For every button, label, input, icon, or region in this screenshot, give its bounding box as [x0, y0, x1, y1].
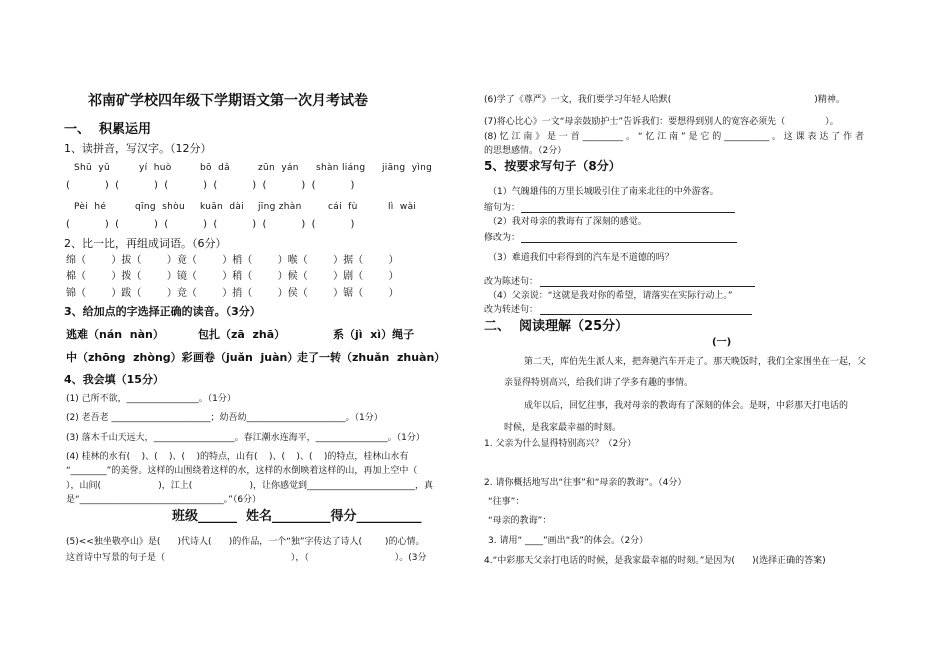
question-2-heading: 2、比一比，再组成词语。（6分）	[64, 237, 227, 250]
student-info-line: 班级______ 姓名_________得分__________	[172, 509, 422, 524]
sentence-4-answer-label: 改为转述句：	[484, 305, 539, 315]
pinyin-item: qīng shòu	[135, 202, 185, 212]
pinyin-item: yí huò	[139, 163, 172, 173]
answer-brackets-row-2: ( ) ( ) ( ) ( ) ( ) ( )	[66, 219, 355, 230]
fill-item-1: (1) 己所不欲，________________。（1分）	[66, 394, 236, 404]
pronunciation-item: 走了一转（zhuǎn zhuàn）	[297, 351, 446, 364]
pinyin-item: kuān dài	[200, 202, 245, 212]
fill-item-4-line-4: 是“________________________________。”（6分）	[66, 495, 262, 505]
answer-line[interactable]	[521, 242, 737, 243]
reading-question-2-part-a: “往事”：	[488, 497, 525, 507]
fill-item-4-line-3: ），山间( )，江上( )，让你感觉到________________________，真	[66, 481, 433, 491]
fill-item-8-line-2: 的思想感情。（2分）	[484, 146, 567, 156]
question-4-heading: 4、我会填（15分）	[64, 373, 164, 386]
answer-line[interactable]	[540, 286, 755, 287]
sentence-1: （1）气魄雄伟的万里长城吸引住了南来北往的中外游客。	[488, 187, 719, 197]
pinyin-item: Shū yǔ	[74, 163, 110, 173]
fill-item-7: (7)将心比心》一文“母亲鼓励护士”告诉我们：要想得到别人的宽容必须先（ ）。	[484, 117, 839, 127]
sentence-2: （2）我对母亲的教诲有了深刻的感觉。	[488, 217, 647, 227]
passage-paragraph-2-line-2: 时候，是我家最幸福的时刻。	[504, 423, 622, 433]
reading-question-2: 2. 请你概括地写出“往事”和“母亲的教诲”。（4分）	[484, 478, 687, 488]
pinyin-item: jīng zhàn	[258, 202, 302, 212]
pinyin-item: zūn yán	[258, 163, 299, 173]
fill-item-6: (6)学了《尊严》一文，我们要学习年轻人哈默( )精神。	[484, 95, 845, 105]
fill-item-2: (2) 老吾老 ______________________；幼吾幼______________________。（1分）	[66, 413, 383, 423]
passage-paragraph-1-line-1: 第二天，库伯先生派人来，把奔驰汽车开走了。那天晚饭时，我们全家围坐在一起，父	[524, 357, 867, 367]
pinyin-item: lì wài	[388, 202, 417, 212]
section-heading-accumulation: 一、 积累运用	[64, 122, 152, 137]
pinyin-item: Pèi hé	[74, 202, 107, 212]
exam-title: 祁南矿学校四年级下学期语文第一次月考试卷	[88, 93, 368, 109]
pinyin-item: jiāng yìng	[382, 163, 433, 173]
pronunciation-item: 包扎（zā zhā）	[198, 328, 286, 341]
pronunciation-item: 画卷（juǎn juàn）	[193, 351, 299, 364]
pronunciation-item: 系（jì xì）绳子	[333, 328, 415, 341]
passage-paragraph-2-line-1: 成年以后，回忆往事，我对母亲的教诲有了深刻的体会。是呀，中彩那天打电话的	[524, 401, 849, 411]
question-1-heading: 1、读拼音，写汉字。（12分）	[64, 142, 212, 155]
fill-item-5-line-2: 这首诗中写景的句子是（ ），（ ）。(3分	[66, 553, 427, 563]
fill-item-5-line-1: (5)<<独坐敬亭山》是( )代诗人( )的作品，一个“独”字传达了诗人( )的心情。	[66, 537, 425, 547]
compare-row-1: 绵（ ）拔（ ）竟（ ）梢（ ）喉（ ）据（ ）	[66, 255, 399, 266]
compare-row-3: 锦（ ）跋（ ）竞（ ）捎（ ）侯（ ）锯（ ）	[66, 288, 399, 299]
passage-paragraph-1-line-2: 亲显得特别高兴，给我们讲了学多有趣的事情。	[504, 378, 694, 388]
fill-item-3: (3) 落木千山天远大，__________________。春江潮水连海平，________________。（1分）	[66, 433, 425, 443]
fill-item-4-line-2: “________”的美誉。这样的山围绕着这样的水，这样的水倒映着这样的山，再加上空中（	[66, 466, 418, 476]
fill-item-8-line-1: (8) 忆 江 南 》 是 一 首 _________ 。 “ 忆 江 南 ” 是 它 的 __________ 。 这 课 表 达 了 作 者	[484, 132, 864, 142]
reading-part-label: (一)	[712, 337, 732, 348]
reading-question-1: 1. 父亲为什么显得特别高兴？（2分）	[484, 439, 637, 449]
question-5-heading: 5、按要求写句子（8分）	[484, 159, 621, 173]
pronunciation-item: 中（zhōng zhòng）彩	[66, 351, 193, 364]
question-3-heading: 3、给加点的字选择正确的读音。（3分）	[64, 305, 261, 318]
sentence-3: （3）难道我们中彩得到的汽车是不道德的吗？	[488, 253, 674, 263]
compare-row-2: 棉（ ）拨（ ）镜（ ）稍（ ）候（ ）剧（ ）	[66, 271, 399, 282]
answer-line[interactable]	[521, 212, 735, 213]
pinyin-item: shàn liáng	[316, 163, 366, 173]
pronunciation-item: 逃难（nán nàn）	[66, 328, 164, 341]
answer-brackets-row-1: ( ) ( ) ( ) ( ) ( ) ( )	[66, 180, 355, 191]
answer-line[interactable]	[540, 314, 752, 315]
sentence-1-answer-label: 缩句为：	[484, 203, 521, 213]
section-heading-reading: 二、 阅读理解（25分）	[484, 319, 629, 334]
pinyin-item: bō dǎ	[200, 163, 230, 173]
sentence-3-answer-label: 改为陈述句：	[484, 277, 539, 287]
reading-question-4: 4.“中彩那天父亲打电话的时候，是我家最幸福的时刻。”是因为( )(选择正确的答案)	[484, 556, 826, 566]
sentence-2-answer-label: 修改为：	[484, 233, 521, 243]
reading-question-2-part-b: “母亲的教诲”：	[488, 516, 552, 526]
pinyin-item: cái fù	[328, 202, 358, 212]
fill-item-4-line-1: (4) 桂林的水有( )、( )、( )的特点，山有( )、( )、( )的特点，桂林山水有	[66, 452, 409, 462]
reading-question-3: 3. 请用“ ____”画出“我”的体会。（2分）	[488, 536, 649, 546]
sentence-4: （4）父亲说：“这就是我对你的希望，请落实在实际行动上。”	[488, 291, 733, 301]
